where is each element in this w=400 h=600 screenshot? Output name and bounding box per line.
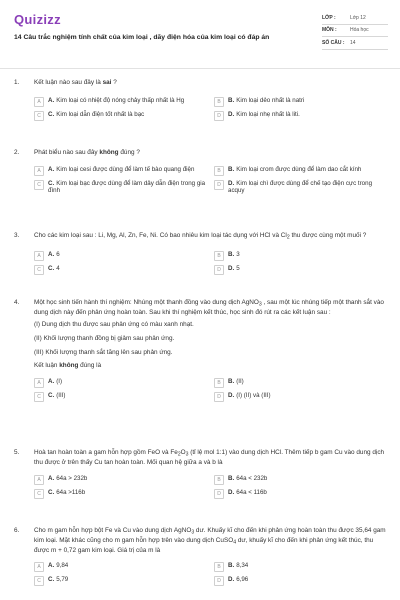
option-label: Kim loại dẻo nhất là natri xyxy=(236,96,305,104)
option-text: A. 64a > 232b xyxy=(48,475,88,483)
answer-option-d[interactable] xyxy=(214,574,394,588)
question-stem: Một học sinh tiến hành thí nghiệm: Nhúng một thanh đồng vào dung dịch AgNO$_3$ , sau một lúc nhúng tiếp một thanh sắt vào dung dịch này đến phản ứng hoàn toàn. Sau khi thí nghiệm kết thúc, học sinh đó rút ra các kết luận sau : xyxy=(34,299,384,316)
meta-key: MÔN : xyxy=(322,27,337,34)
answer-option-d[interactable] xyxy=(214,109,394,123)
option-label: Kim loại có nhiệt độ nóng chảy thấp nhất là Hg xyxy=(56,96,185,104)
option-label: 8,34 xyxy=(236,562,249,570)
option-text: D. 5 xyxy=(228,264,240,272)
option-label: (III) xyxy=(56,391,66,399)
question-number: 3. xyxy=(14,232,20,239)
meta-row-class xyxy=(322,12,388,25)
statement-1: (I) Dung dịch thu được sau phản ứng có màu xanh nhạt. xyxy=(34,321,194,329)
option-label: 5 xyxy=(236,264,240,272)
option-letter-box: D xyxy=(214,489,224,499)
question-number: 1. xyxy=(14,79,20,86)
option-label: (I) xyxy=(56,377,63,385)
option-label: 4 xyxy=(56,264,60,272)
meta-value: Lớp 12 xyxy=(350,14,366,21)
worksheet-meta xyxy=(322,12,388,50)
question-5 xyxy=(14,449,390,501)
option-text: B. 64a < 232b xyxy=(228,475,268,483)
answer-option-b[interactable] xyxy=(214,473,394,487)
option-text: D. Kim loại nhẹ nhất là liti. xyxy=(228,110,300,118)
question-stem: Hoà tan hoàn toàn a gam hỗn hợp gồm FeO và $Fe_2O_3$ (tỉ lệ mol 1:1) vào dung dịch HCl. Thêm tiếp b gam Cu vào dung dịch thu được ở trên thấy Cu tan hoàn toàn. Mối quan hệ giữa a và b là xyxy=(34,449,385,466)
option-text: D. Kim loại chì được dùng để chế tạo điện cực trong acquy xyxy=(228,179,373,195)
option-letter-box: B xyxy=(214,475,224,485)
option-text: A. (I) xyxy=(48,377,63,385)
option-letter-box: B xyxy=(214,378,224,388)
option-text: C. 5,79 xyxy=(48,576,69,584)
option-label: 64a > 232b xyxy=(56,475,88,483)
option-label: Kim loại dẫn điện tốt nhất là bạc xyxy=(56,110,145,118)
option-label: Kim loại crom được dùng để làm dao cắt kính xyxy=(236,165,362,173)
option-letter-box: D xyxy=(214,180,224,190)
question-1 xyxy=(14,79,390,123)
option-label: 9,84 xyxy=(56,562,69,570)
option-label: Kim loại cesi được dùng để làm tế bào quang điện xyxy=(56,165,195,173)
option-label: (I) (II) và (III) xyxy=(236,391,271,399)
answer-option-d[interactable] xyxy=(214,487,394,501)
option-label: Kim loại bạc được dùng để làm dây dẫn điện trong gia đình xyxy=(48,179,206,195)
answer-option-a[interactable] xyxy=(34,164,214,178)
option-text: A. Kim loại có nhiệt độ nóng chảy thấp nhất là Hg xyxy=(48,96,185,104)
answer-option-d[interactable] xyxy=(214,178,394,197)
option-letter-box: B xyxy=(214,562,224,572)
option-letter-box: A xyxy=(34,166,44,176)
answer-option-c[interactable] xyxy=(34,487,214,501)
option-text: C. Kim loại dẫn điện tốt nhất là bạc xyxy=(48,110,145,118)
option-label: 3 xyxy=(236,250,240,258)
option-text: C. 64a >116b xyxy=(48,489,86,497)
option-label: 6,96 xyxy=(236,576,249,584)
option-text: C. Kim loại bạc được dùng để làm dây dẫn điện trong gia đình xyxy=(48,179,206,195)
option-letter-box: B xyxy=(214,251,224,261)
option-text: B. 3 xyxy=(228,250,240,258)
option-label: Kim loại chì được dùng để chế tạo điện cực trong acquy xyxy=(228,179,373,195)
question-number: 5. xyxy=(14,449,20,456)
quizizz-logo: Quizizz xyxy=(14,12,61,27)
option-letter-box: C xyxy=(34,111,44,121)
answer-option-c[interactable] xyxy=(34,574,214,588)
option-label: Kim loại nhẹ nhất là liti. xyxy=(236,110,300,118)
answer-options xyxy=(34,560,390,588)
option-text: D. 6,96 xyxy=(228,576,249,584)
option-letter-box: D xyxy=(214,392,224,402)
answer-options xyxy=(34,376,390,404)
option-text: B. Kim loại dẻo nhất là natri xyxy=(228,96,305,104)
question-4 xyxy=(14,299,390,404)
option-letter-box: C xyxy=(34,576,44,586)
meta-row-subject xyxy=(322,25,388,38)
meta-value: 14 xyxy=(350,39,356,46)
answer-option-b[interactable] xyxy=(214,164,394,178)
option-letter-box: A xyxy=(34,562,44,572)
question-prompt: Kết luận không đúng là xyxy=(34,362,102,370)
question-2 xyxy=(14,149,390,197)
header-divider xyxy=(0,68,400,69)
question-stem: Cho m gam hỗn hợp bột Fe và Cu vào dung dịch AgNO$_3$ dư. Khuấy kĩ cho đến khi phản ứng hoàn toàn thu được 35,64 gam kim loại. Mặt khác cũng cho m gam hỗn hợp trên vào dung dịch CuSO$_4$ dư, khuấy kĩ cho đến khi phản ứng kết thúc, thu được m + 0,72 gam kim loại. Giá trị của m là xyxy=(34,527,386,554)
answer-option-b[interactable] xyxy=(214,95,394,109)
question-stem: Cho các kim loại sau : Li, Mg, Al, Zn, Fe, Ni. Có bao nhiêu kim loại tác dụng với HCl và $Cl_2$ thu được cùng một muối ? xyxy=(34,232,367,241)
answer-option-b[interactable] xyxy=(214,560,394,574)
answer-option-d[interactable] xyxy=(214,263,394,277)
option-letter-box: C xyxy=(34,392,44,402)
option-text: A. 6 xyxy=(48,250,60,258)
option-letter-box: D xyxy=(214,111,224,121)
answer-option-a[interactable] xyxy=(34,376,214,390)
question-6 xyxy=(14,527,390,588)
answer-option-c[interactable] xyxy=(34,390,214,404)
option-letter-box: D xyxy=(214,265,224,275)
answer-options xyxy=(34,95,390,123)
statement-3: (III) Khối lượng thanh sắt tăng lên sau phản ứng. xyxy=(34,348,173,356)
option-label: 6 xyxy=(56,250,60,258)
statement-2: (II) Khối lượng thanh đồng bị giảm sau phản ứng. xyxy=(34,335,175,343)
answer-options xyxy=(34,249,390,277)
question-stem: Phát biểu nào sau đây không đúng ? xyxy=(34,149,140,156)
option-letter-box: C xyxy=(34,489,44,499)
option-text: B. 8,34 xyxy=(228,562,249,570)
option-letter-box: C xyxy=(34,265,44,275)
answer-option-b[interactable] xyxy=(214,249,394,263)
question-number: 6. xyxy=(14,527,20,534)
option-letter-box: C xyxy=(34,180,44,190)
option-label: 64a >116b xyxy=(56,489,86,497)
answer-option-c[interactable] xyxy=(34,178,214,197)
option-label: 64a < 116b xyxy=(236,489,267,497)
option-label: 5,79 xyxy=(56,576,69,584)
option-letter-box: A xyxy=(34,97,44,107)
option-text: C. 4 xyxy=(48,264,60,272)
option-text: C. (III) xyxy=(48,391,66,399)
option-label: (II) xyxy=(236,377,244,385)
option-label: 64a < 232b xyxy=(236,475,268,483)
option-text: D. 64a < 116b xyxy=(228,489,267,497)
option-text: B. (II) xyxy=(228,377,244,385)
question-3 xyxy=(14,232,390,277)
option-letter-box: D xyxy=(214,576,224,586)
answer-option-c[interactable] xyxy=(34,109,214,123)
answer-option-a[interactable] xyxy=(34,560,214,574)
meta-key: SỐ CÂU : xyxy=(322,39,345,46)
meta-row-count xyxy=(322,37,388,50)
option-letter-box: A xyxy=(34,251,44,261)
answer-option-c[interactable] xyxy=(34,263,214,277)
question-stem: Kết luận nào sau đây là sai ? xyxy=(34,79,117,86)
question-number: 2. xyxy=(14,149,20,156)
answer-option-d[interactable] xyxy=(214,390,394,404)
page-title: 14 Câu trắc nghiệm tính chất của kim loại , dãy điện hóa của kim loại có đáp án xyxy=(14,34,270,41)
answer-option-b[interactable] xyxy=(214,376,394,390)
option-text: D. (I) (II) và (III) xyxy=(228,391,271,399)
option-letter-box: B xyxy=(214,166,224,176)
question-number: 4. xyxy=(14,299,20,306)
meta-key: LỚP : xyxy=(322,14,336,21)
answer-option-a[interactable] xyxy=(34,249,214,263)
option-text: A. Kim loại cesi được dùng để làm tế bào quang điện xyxy=(48,165,195,173)
option-text: A. 9,84 xyxy=(48,562,69,570)
option-text: B. Kim loại crom được dùng để làm dao cắt kính xyxy=(228,165,362,173)
answer-options xyxy=(34,473,390,501)
answer-options xyxy=(34,164,390,197)
answer-option-a[interactable] xyxy=(34,473,214,487)
meta-value: Hóa học xyxy=(350,27,369,34)
option-letter-box: A xyxy=(34,475,44,485)
option-letter-box: B xyxy=(214,97,224,107)
option-letter-box: A xyxy=(34,378,44,388)
answer-option-a[interactable] xyxy=(34,95,214,109)
